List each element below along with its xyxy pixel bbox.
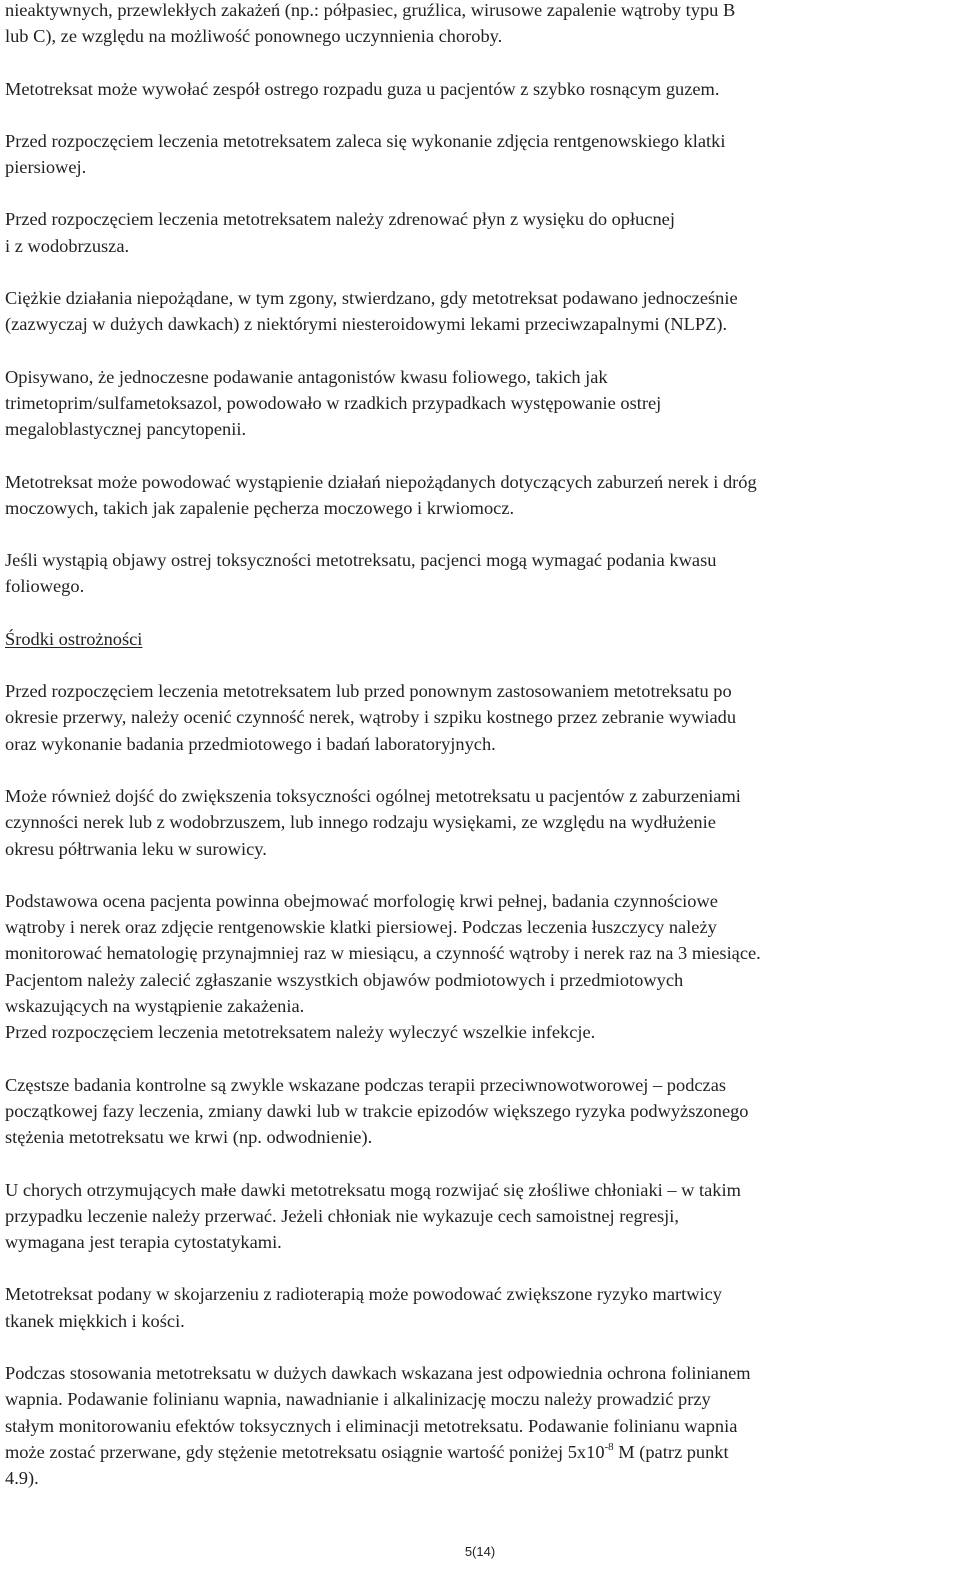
paragraph-line: Jeśli wystąpią objawy ostrej toksyczności metotreksatu, pacjenci mogą wymagać podania kwasu	[5, 550, 717, 571]
paragraph-line: moczowych, takich jak zapalenie pęcherza moczowego i krwiomocz.	[5, 497, 515, 518]
paragraph-line: Metotreksat może wywołać zespół ostrego rozpadu guza u pacjentów z szybko rosnącym guzem.	[5, 78, 720, 99]
paragraph-line: Opisywano, że jednoczesne podawanie antagonistów kwasu foliowego, takich jak	[5, 366, 608, 387]
paragraph-line: trimetoprim/sulfametoksazol, powodowało w rzadkich przypadkach występowanie ostrej	[5, 392, 662, 413]
paragraph-line: okresu półtrwania leku w surowicy.	[5, 838, 267, 859]
paragraph-line: przypadku leczenie należy przerwać. Jeżeli chłoniak nie wykazuje cech samoistnej regresji,	[5, 1205, 679, 1226]
paragraph-line: Podczas stosowania metotreksatu w dużych dawkach wskazana jest odpowiednia ochrona folinianem	[5, 1362, 751, 1383]
paragraph-line: Przed rozpoczęciem leczenia metotreksatem należy zdrenować płyn z wysięku do opłucnej	[5, 209, 675, 230]
paragraph-line: wątroby i nerek oraz zdjęcie rentgenowskie klatki piersiowej. Podczas leczenia łuszczycy należy	[5, 917, 717, 938]
paragraph-line: Podstawowa ocena pacjenta powinna obejmować morfologię krwi pełnej, badania czynnościowe	[5, 890, 718, 911]
paragraph-line: megaloblastycznej pancytopenii.	[5, 419, 247, 440]
paragraph-line: U chorych otrzymujących małe dawki metotreksatu mogą rozwijać się złośliwe chłoniaki – w takim	[5, 1179, 741, 1200]
section-heading: Środki ostrożności	[5, 628, 143, 649]
paragraph-text: może zostać przerwane, gdy stężenie metotreksatu osiągnie wartość poniżej 5x10	[5, 1441, 605, 1462]
paragraph-line: Przed rozpoczęciem leczenia metotreksatem zaleca się wykonanie zdjęcia rentgenowskiego klatki	[5, 130, 726, 151]
paragraph-line: początkowej fazy leczenia, zmiany dawki lub w trakcie epizodów większego ryzyka podwyższonego	[5, 1100, 749, 1121]
paragraph-line: stężenia metotreksatu we krwi (np. odwodnienie).	[5, 1127, 373, 1148]
paragraph-line: wskazujących na wystąpienie zakażenia.	[5, 996, 305, 1017]
paragraph-line: (zazwyczaj w dużych dawkach) z niektórymi niesteroidowymi lekami przeciwzapalnymi (NLPZ).	[5, 314, 728, 335]
paragraph-line: Przed rozpoczęciem leczenia metotreksatem należy wyleczyć wszelkie infekcje.	[5, 1022, 596, 1043]
paragraph-line: foliowego.	[5, 576, 85, 597]
paragraph-line: Przed rozpoczęciem leczenia metotreksatem lub przed ponownym zastosowaniem metotreksatu po	[5, 681, 732, 702]
paragraph-line: nieaktywnych, przewlekłych zakażeń (np.: półpasiec, gruźlica, wirusowe zapalenie wątroby typu B	[5, 0, 736, 20]
paragraph-line: wymagana jest terapia cytostatykami.	[5, 1232, 282, 1253]
paragraph-line: okresie przerwy, należy ocenić czynność nerek, wątroby i szpiku kostnego przez zebranie wywiadu	[5, 707, 737, 728]
paragraph-line: Pacjentom należy zalecić zgłaszanie wszystkich objawów podmiotowych i przedmiotowych	[5, 969, 684, 990]
paragraph-line: Ciężkie działania niepożądane, w tym zgony, stwierdzano, gdy metotreksat podawano jednocześnie	[5, 288, 738, 309]
paragraph-line-with-superscript	[5, 1439, 955, 1465]
paragraph-line: Może również dojść do zwiększenia toksyczności ogólnej metotreksatu u pacjentów z zaburzeniami	[5, 785, 741, 806]
paragraph-line: 4.9).	[5, 1468, 39, 1489]
paragraph-line: Metotreksat może powodować wystąpienie działań niepożądanych dotyczących zaburzeń nerek i dróg	[5, 471, 757, 492]
paragraph-line: Częstsze badania kontrolne są zwykle wskazane podczas terapii przeciwnowotworowej – podczas	[5, 1074, 727, 1095]
paragraph-line: monitorować hematologię przynajmniej raz w miesiącu, a czynność wątroby i nerek raz na 3 miesiące.	[5, 943, 761, 964]
paragraph-line: i z wodobrzusza.	[5, 235, 130, 256]
paragraph-line: tkanek miękkich i kości.	[5, 1310, 185, 1331]
superscript-exponent: -8	[604, 1440, 614, 1453]
paragraph-line: czynności nerek lub z wodobrzuszem, lub innego rodzaju wysiękami, ze względu na wydłużenie	[5, 812, 716, 833]
paragraph-text: M (patrz punkt	[613, 1441, 729, 1462]
page-number: 5(14)	[464, 1544, 496, 1559]
paragraph-line: piersiowej.	[5, 157, 87, 178]
paragraph-line: stałym monitorowaniu efektów toksycznych i eliminacji metotreksatu. Podawanie folinianu wapnia	[5, 1415, 738, 1436]
paragraph-line: Metotreksat podany w skojarzeniu z radioterapią może powodować zwiększone ryzyko martwicy	[5, 1284, 722, 1305]
paragraph-line: lub C), ze względu na możliwość ponownego uczynnienia choroby.	[5, 26, 503, 47]
paragraph-line: wapnia. Podawanie folinianu wapnia, nawadnianie i alkalinizację moczu należy prowadzić przy	[5, 1389, 711, 1410]
document-page	[5, 0, 955, 1491]
paragraph-line: oraz wykonanie badania przedmiotowego i badań laboratoryjnych.	[5, 733, 496, 754]
